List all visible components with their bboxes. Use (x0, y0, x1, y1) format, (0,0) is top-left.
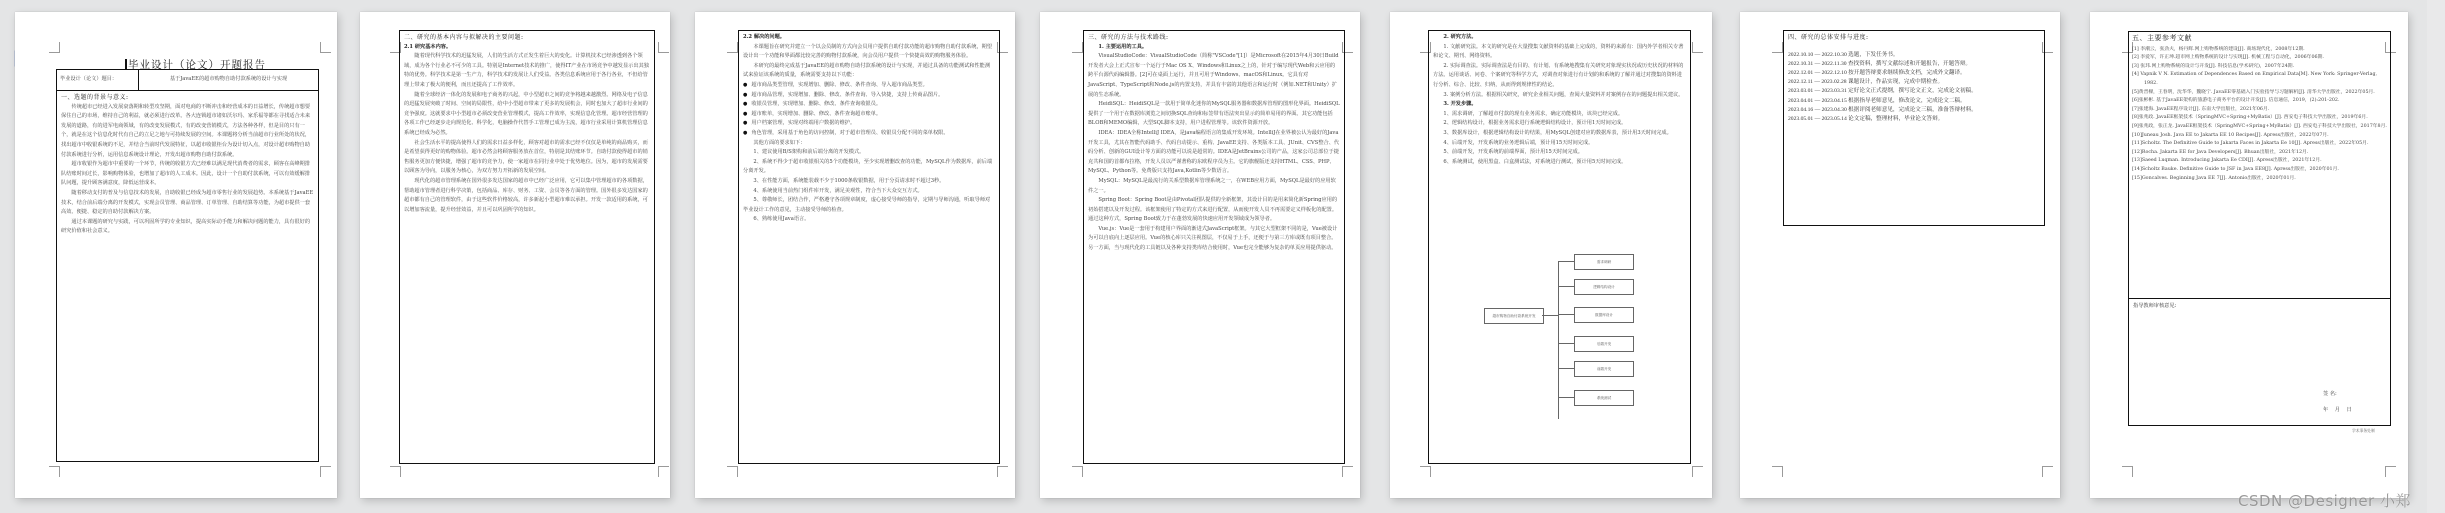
section-heading: 五、主要参考文献 (2132, 34, 2192, 42)
schedule-list (1788, 51, 2040, 125)
requirement: 4、系统使用当前热门组件库开发，满足美观性，符合当下大众交互方式。 (753, 187, 923, 194)
page-3 (695, 12, 1015, 498)
task: 根据评阅老师意见，完成论文三稿，准备答辩材料。 (1848, 106, 1977, 113)
task: 根据指导老师意见，修改论文，完成论文二稿。 (1848, 97, 1966, 104)
spacer (1788, 43, 2040, 51)
reference: [13]Saeed Luqman. Introducing Jakarta Ee CDI[J]. Apress出版社，2021年12月. (2132, 158, 2322, 164)
other-heading: 其他方面的要求如下： (753, 139, 806, 146)
flowchart-node: 系统测试 (1574, 390, 1634, 406)
flowchart-node: 后端开发 (1574, 336, 1634, 352)
end-date: 2022.11.30 (1821, 60, 1847, 67)
paragraph: 现代化的超市管理系统在国外很多发达国家的超市中已经广泛应用，它可以集中管理超市的各项数据，帮助超市管理者进行科学决策，包括商品、库存、财务、工资、会员等各方面的管理。国外很多发达国家的超市都有自己的管理软件，由于这些软件价格较高，许多新起小型超市难以承担。开发一款适用的系统，可以增加客流量，提升经营效益，并且可以巩固所学的知识。 (404, 177, 648, 213)
task: 论文定稿，整理材料，毕业论文答辩。 (1848, 116, 1944, 123)
connector (1558, 286, 1574, 287)
reference: [10]Juneau Josh. Java EE to Jakarta EE 10 Recipes[J]. Apress出版社，2022年07月. (2132, 132, 2329, 138)
paragraph: Vue.js：Vue是一套用于构建用户界面的渐进式JavaScript框架。与其它大型框架不同的是，Vue被设计为可以自底向上逐层应用。Vue的核心库只关注视图层，不仅易于上手，还便于与第三方库或既有项目整合。另一方面，当与现代化的工具链以及各种支持类库结合使用时，Vue也完全能够为复杂的单页应用提供驱动。 (1088, 225, 1338, 252)
crop-mark (658, 42, 669, 53)
end-date: 2023.05.14 (1821, 116, 1847, 123)
crop-mark (1420, 466, 1431, 477)
requirement: 1、建议使用B/S架构和前后端分离的开发模式。 (753, 149, 865, 156)
end-date: 2023.02.28 (1821, 79, 1847, 86)
requirement: 3、在性能方面，系统能装载不少于1000条收银数据，用于分页请求时不超过3秒。 (753, 177, 945, 184)
paragraph: Spring Boot：Spring Boot是由Pivotal团队提供的全新框架，其设计目的是用来简化新Spring应用的初始搭建以及开发过程。该框架使用了特定的方式来进行配置，从而使开发人员不再需要定义样板化的配置。通过这种方式，Spring Boot致力于在蓬勃发展的快速应用开发领域成为领导者。 (1088, 197, 1338, 223)
schedule-row (1788, 69, 2040, 78)
sub-heading: 2.2 解决的问题。 (743, 34, 785, 40)
reference: [11]Scholtz. The Definitive Guide to Jakarta Faces in Jakarta Ee 10[J]. Apress出版社，2022年05月. (2132, 141, 2369, 147)
step: 5、前端开发，开发系统的前端界面，预计用15天时间完成。 (1443, 149, 1583, 156)
crop-mark (997, 466, 1008, 477)
paragraph: 社会生活水平的提高使得人们的需求日益多样化，顾客对超市的需求已经不仅仅是单纯的商品购买，而是希望获得更好的购物体验。超市必然会将顾客服务放在首位，特别是其结账环节。自助付款使得超市的销售服务更加方便快捷，增强了超市的竞争力，使一家超市在同行业中处于优势地位。因为，超市的发展需要以顾客为导向，以服务为核心，为双方努力开拓新的发展空间。 (404, 139, 648, 175)
paragraph: 通过本课题的研究与实践，可以巩固所学的专业知识，提高实际动手能力和解决问题的能力，具有很好的研究价值和社会意义。 (61, 218, 311, 235)
page-2 (360, 12, 670, 498)
connector (1558, 368, 1574, 369)
reference: [5]黄晋樑，王春明，沈华华，魏晓宁. JavaEE零基础入门实验指导与习题解析[J]. 清华大学出版社，2022年05月. (2132, 89, 2375, 95)
steps-heading: 3. 开发步骤。 (1443, 101, 1477, 108)
reference: [6]张彬彬. 基于JavaEE架构的旅游电子商务平台的设计开发[J]. 信息通信，2019，(2):201-202. (2132, 98, 2340, 104)
start-date: 2022.10.31 (1788, 60, 1814, 67)
dash: — (1814, 116, 1821, 123)
start-date: 2023.04.16 (1788, 106, 1814, 113)
crop-mark (1772, 42, 1783, 53)
reference: [2] 李爱军，许正坤.超市网上购物系统的设计与实现[J]. 机械工程与自动化，2006年06期. (2132, 55, 2324, 61)
step: 1、需求调研，了解超市付款的现有业务需求，确定功能模块，该块已经完成。 (1443, 110, 1624, 117)
bullet-item: ● 超市账单，实现增加、删除、修改、条件查询超市账单。 (743, 110, 995, 120)
crop-mark (390, 466, 401, 477)
schedule-row (1788, 78, 2040, 87)
step: 6、系统测试，使用黑盒、白盒测试法，对系统进行测试，预计用5天时间完成。 (1443, 158, 1627, 165)
sub-heading: 2. 研究方法。 (1443, 34, 1477, 40)
reference: [7]张建海. JavaEE程序设计[J]. 东南大学出版社，2021年06月. (2132, 106, 2270, 112)
bullet-item: ● 超市商品管理，实现增加、删除、修改、条件查询、导入快捷，支持上传商品图片。 (743, 91, 995, 101)
proposal-frame (56, 69, 319, 462)
reference: [4] Vapnik V N. Estimation of Dependences Based on Empirical Data[M]. New York: Springer-Verlag, 1982. (2132, 72, 2378, 86)
bullet-item: ● 用户档案管理，实现对终端用户数据的维护。 (743, 119, 995, 129)
end-date: 2023.04.30 (1821, 106, 1847, 113)
scrollbar-track[interactable] (2427, 0, 2445, 513)
paragraph: 传统超市已经进入发展衰落期和转型攻坚期，面对电商的不断冲击和经营成本的日益增长，传统超市想要保住自己的市场，维持自己的利益，就必须进行改革。各大连锁超市诸如沃尔玛、家乐福等都在寻找适合未来发展的道路，有的进军电商领域，有的改变发展模式，有的改变营销模式，方法各种各样，但是目的只有一个，就是在这个信息化时代有自己的立足之地与可持续发展的空间。本课题将分析当前超市行业所处的状况，找出超市中收银系统的不足，并结合当前时代发展特征，以超市收银柜台为设计切入点，对设计超市购物自助付款系统进行分析，运用信息系统设计理论，开发出超市购物自助付款系统。 (61, 103, 311, 158)
page-1 (15, 12, 337, 498)
crop-mark (1772, 466, 1783, 477)
paragraph: 本课题旨在研究并建立一个以会员制的方式向会员用户提供自助付款功能的超市购物自助付款系统，期望设计出一个功能和界面都比较完善的购物付款系统，向会员用户提供一个快捷高效的购物服务体验。 (743, 43, 993, 60)
connector (1542, 315, 1558, 316)
paragraph: 超市收银作为超市中重要的一个环节，传统的收银方式已经难以满足现代消费者的需求，顾客在高峰期排队结账时间过长，影响购物体验，也增加了超市的人工成本。因此，设计一个自助付款系统，可以有效缓解排队问题，提升顾客满意度，降低运营成本。 (61, 161, 311, 187)
schedule-frame (1783, 30, 2045, 226)
section-divider (2129, 298, 2390, 299)
crop-mark (1072, 42, 1083, 53)
content-frame (399, 30, 655, 464)
task: 按开题答辩要求继续修改文档，完成外文翻译。 (1848, 70, 1966, 76)
paragraph: 随着移动支付的普及与信息技术的发展，自助收银已经成为超市零售行业的发展趋势。本系统基于JavaEE技术，结合前后端分离的开发模式，实现会员管理、商品管理、订单管理、自助结算等功能，为超市提供一套高效、便捷、稳定的自助付款解决方案。 (61, 189, 314, 216)
end-date: 2022.12.10 (1821, 70, 1847, 76)
end-date: 2023.04.15 (1821, 97, 1847, 104)
topic-label: 毕业设计（论文）题目： (57, 70, 139, 90)
reference: [9]张兆政，张正龙. JavaEE框架技术（SpringMVC+Spring+MyBatis）[J]. 西安电子科技大学出版社，2017年8月. (2132, 123, 2387, 129)
page-7 (2090, 12, 2408, 498)
start-date: 2023.03.01 (1788, 88, 1814, 95)
start-date: 2022.12.01 (1788, 70, 1814, 76)
schedule-row (1788, 97, 2040, 106)
schedule-row (1788, 87, 2040, 96)
flowchart-node: 需求调研 (1574, 254, 1634, 270)
paragraph: 本研究的最终完成基于JavaEE的超市购物自助付款系统的设计与实现，并通过具备的功能测试和性能测试来验证该系统的质量，系统需要支持以下功能： (743, 62, 991, 79)
page-5 (1390, 12, 1712, 498)
paragraph: HeidiSQL：HeidiSQL是一款用于简单化迷你的MySQL服务器和数据库管理的图形化界面。HeidiSQL提供了一个用于在数据库浏览之间切换SQL查询和标签带有语法突出显示的简单易用的界面。其它功能包括BLOB和MEMO编辑，大型SQL脚本支持，用户进程管理等。该软件资源开放。 (1088, 101, 1340, 127)
crop-mark (1692, 42, 1703, 53)
connector (1558, 343, 1574, 344)
paragraph: 随着现代科学技术的迅猛发展，人们的生活方式正发生着巨大的变化。计算机技术已经渗透到各个领域，成为各个行业必不可少的工具。特别是Internet技术的推广，使得IT产业在市场竞争中越发显示出其独特的优势。科学技术是第一生产力，科学技术的发展让人们受益。各类信息系统应用于各行各业，不但给管理上带来了极大的便利，而且还提高了工作效率。 (404, 53, 649, 88)
content-frame (738, 30, 1000, 464)
requirement: 6、熟练使用Java语言。 (753, 216, 810, 223)
bullet-item: ● 角色管理，采用基于角色的访问控制，对于超市管理员、收银员分配不同的菜单权限。 (743, 129, 995, 139)
start-date: 2022.10.10 (1788, 51, 1814, 58)
section-heading: 四、研究的总体安排与进度: (1788, 34, 1869, 41)
reference: [3] 张玮.网上购物系统的设计与开发[J]. 科技信息(学术研究)，2007年24期. (2132, 63, 2295, 69)
step: 2、逻辑结构设计，根据业务需求进行系统逻辑结构设计，预计用1天时间完成。 (1443, 120, 1627, 127)
topic-row (57, 70, 318, 91)
review-label: 指导教师审核意见: (2133, 303, 2177, 309)
crop-mark (727, 466, 738, 477)
end-date: 2022.10.30 (1821, 51, 1847, 58)
start-date: 2023.05.01 (1788, 116, 1814, 123)
crop-mark (320, 42, 331, 53)
task: 查找资料，撰写文献综述和开题报告，开题答辩。 (1847, 60, 1972, 67)
crop-mark (320, 466, 331, 477)
document-title-text: 毕业设计（论文）开题报告 (128, 59, 266, 71)
dash: — (1814, 79, 1820, 86)
dash: — (1814, 97, 1821, 104)
schedule-row (1788, 115, 2040, 124)
section-heading: 二、研究的基本内容与拟解决的主要问题: (404, 34, 524, 41)
task: 课题设计，作品实现，完成中期检查。 (1847, 79, 1944, 86)
method: 2. 实际调查法。实际调查法是有目的、有计划、有系统地搜集有关研究对象现实状况或历史状况的材料的方法。运用谈话、问卷、个案研究等科学方式，对调查对象进行有计划的和系统的了解并通过对搜集的资料进行分析、综合、比较、归纳，从而得到规律性的结论。 (1433, 62, 1684, 88)
step: 3、数据库设计，根据逻辑结构设计的结果，用MySQL创建对应的数据库表，预计用3天时间完成。 (1443, 129, 1672, 136)
reference: [14]Scholtz Bauke. Definitive Guide to JSF in Java EE8[J]. Apress出版社，2020年01月. (2132, 166, 2339, 172)
dash: — (1814, 70, 1821, 76)
crop-mark (658, 466, 669, 477)
topic-value: 基于JavaEE的超市购物自助付款系统的设计与实现 (169, 76, 288, 83)
text-cursor (125, 59, 127, 69)
flowchart-node: 数据库设计 (1574, 307, 1634, 323)
crop-mark (1692, 466, 1703, 477)
method: 1. 文献研究法。本文的研究是在大量搜集文献资料的基础上完成的，资料的来源有：国内外学者相关专著和论文、期刊、网络资料。 (1433, 43, 1684, 60)
paragraph: 随着全球经济一体化的发展和电子商务的兴起，中小型超市之间的竞争将越来越激烈。网络及电子信息的迅猛发展突破了时间、空间的局限性，给中小型超市带来了更多的发展机会，同时也加大了超市行业间的竞争强度。这就要求中小型超市必须改变营业管理模式，提高工作效率，实现信息化管理。超市经营管理的各项工作已经逐步走向规范化、科学化，电脑操作代替手工管理已成为主流，超市行业采用计算机管理信息系统已经成为必然。 (404, 91, 648, 136)
signature-label: 签 名: (2323, 391, 2337, 397)
flowchart-root: 超市购物自助付款系统开发 (1484, 308, 1544, 324)
references-frame (2128, 31, 2391, 426)
bullet-item: ● 收银员管理，实现增加、删除、修改、条件查询收银员。 (743, 100, 995, 110)
paragraph: MySQL：MySQL是最流行的关系型数据库管理系统之一，在WEB应用方面，MySQL是最好的应用软件之一。 (1088, 177, 1336, 194)
crop-mark (49, 42, 60, 53)
crop-mark (2122, 466, 2133, 477)
start-date: 2023.04.01 (1788, 97, 1814, 104)
method: 3. 案例分析方法。根据相关研究，研究企业相关问题，查阅大量资料并对案例存在的问题提出相关建议。 (1443, 91, 1684, 98)
connector (1558, 261, 1559, 419)
dash: — (1814, 51, 1821, 58)
footer-note: 学术事务处制 (2352, 428, 2375, 433)
connector (1558, 314, 1574, 315)
connector (1558, 397, 1574, 398)
paragraph: VisualStudioCode：VisualStudioCode（简称"VSCode"[1]）是Microsoft在2015年4月30日Build开发者大会上正式宣布一个运行于Mac OS X、Windows和Linux之上的，针对于编写现代Web和云应用的跨平台源代码编辑器。[2]可在桌面上运行，并且可用于Windows、macOS和Linux。它具有对JavaScript、TypeScript和Node.js的内置支持，并具有丰富的其他语言和运行时（例如.NET和Unity）扩展的生态系统。 (1088, 53, 1339, 98)
crop-mark (2042, 466, 2053, 477)
page-4 (1040, 12, 1360, 498)
crop-mark (727, 42, 738, 53)
crop-mark (1072, 466, 1083, 477)
date-label: 年 月 日 (2323, 407, 2352, 413)
connector (1558, 261, 1574, 262)
flowchart-node: 逻辑结构设计 (1574, 279, 1634, 295)
reference: [8]张兆政. JavaEE框架技术（SpringMVC+Spring+MyBatis）[J]. 西安电子科技大学出版社，2019年6月. (2132, 115, 2368, 121)
section-heading: 一、选题的背景与意义: (61, 94, 129, 101)
task: 定好论文正式提纲，撰写论文正文，完成论文初稿。 (1848, 88, 1977, 95)
dash: — (1814, 88, 1821, 95)
schedule-row (1788, 60, 2040, 69)
schedule-row (1788, 106, 2040, 115)
flowchart-node: 前端开发 (1574, 361, 1634, 377)
reference: [12]Rocha. Jakarta EE for Java Developers[J]. Bhuan出版社，2021年12月. (2132, 149, 2309, 155)
task: 选题，下发任务书。 (1848, 51, 1899, 58)
crop-mark (49, 466, 60, 477)
schedule-row (1788, 51, 2040, 60)
step: 4、后端开发，开发系统的业务逻辑后端，预计用15天时间完成。 (1443, 139, 1594, 146)
sub-heading: 1. 主要运用的工具。 (1098, 43, 1148, 50)
start-date: 2022.12.11 (1788, 79, 1813, 86)
development-flowchart (1484, 254, 1664, 424)
dash: — (1814, 60, 1821, 67)
requirement: 5、尊敬师长，团结合作，严格遵守各项规章制度，虚心接受导师的指导，定期与导师沟通，听取导师对毕业设计工作的意见，主动接受导师的检查。 (743, 197, 991, 213)
section-heading: 三、研究的方法与技术路线: (1088, 34, 1169, 41)
end-date: 2023.03.31 (1821, 88, 1847, 95)
sub-heading: 2.1 研究基本内容。 (404, 43, 452, 50)
paragraph: IDEA：IDEA全称IntelliJ IDEA，是java编程语言的集成开发环境。IntelliJ在业界被公认为最好的Java开发工具，尤其在智能代码助手、代码自动提示、重构、JavaEE支持、各类版本工具、JUnit、CVS整合、代码分析、创新的GUI设计等方面的功能可以说是超常的。IDEA是JetBrains公司的产品，这家公司总部位于捷克共和国的首都布拉格，开发人员以严谨著称的东欧程序员为主。它的旗舰版还支持HTML、CSS、PHP、MySQL、Python等。免费版只支持Java,Kotlin等少数语言。 (1088, 129, 1340, 175)
crop-mark (2385, 466, 2396, 477)
dash: — (1814, 106, 1821, 113)
reference: [1] 李潮云，张劲夫，杨丹辉.网上购物系统的建设[J]. 商场现代化，2008年12期. (2132, 46, 2305, 52)
requirement: 2、系统不得少于超市收银相关的5个功能模块，至少实现增删改查的功能，MySQL作为数据库，前后端分离开发。 (743, 158, 993, 175)
content-frame (1083, 30, 1345, 464)
bullet-item: ● 超市商品类型管理，实现增加、删除、修改、条件查询、导入超市商品类型。 (743, 81, 995, 91)
crop-mark (1342, 466, 1353, 477)
page-6 (1740, 12, 2060, 498)
watermark: CSDN @Designer 小郑 (2238, 492, 2411, 510)
reference: [15]Goncalves. Beginning Java EE 7[J]. Antonio出版社，2020年01月. (2132, 175, 2296, 181)
